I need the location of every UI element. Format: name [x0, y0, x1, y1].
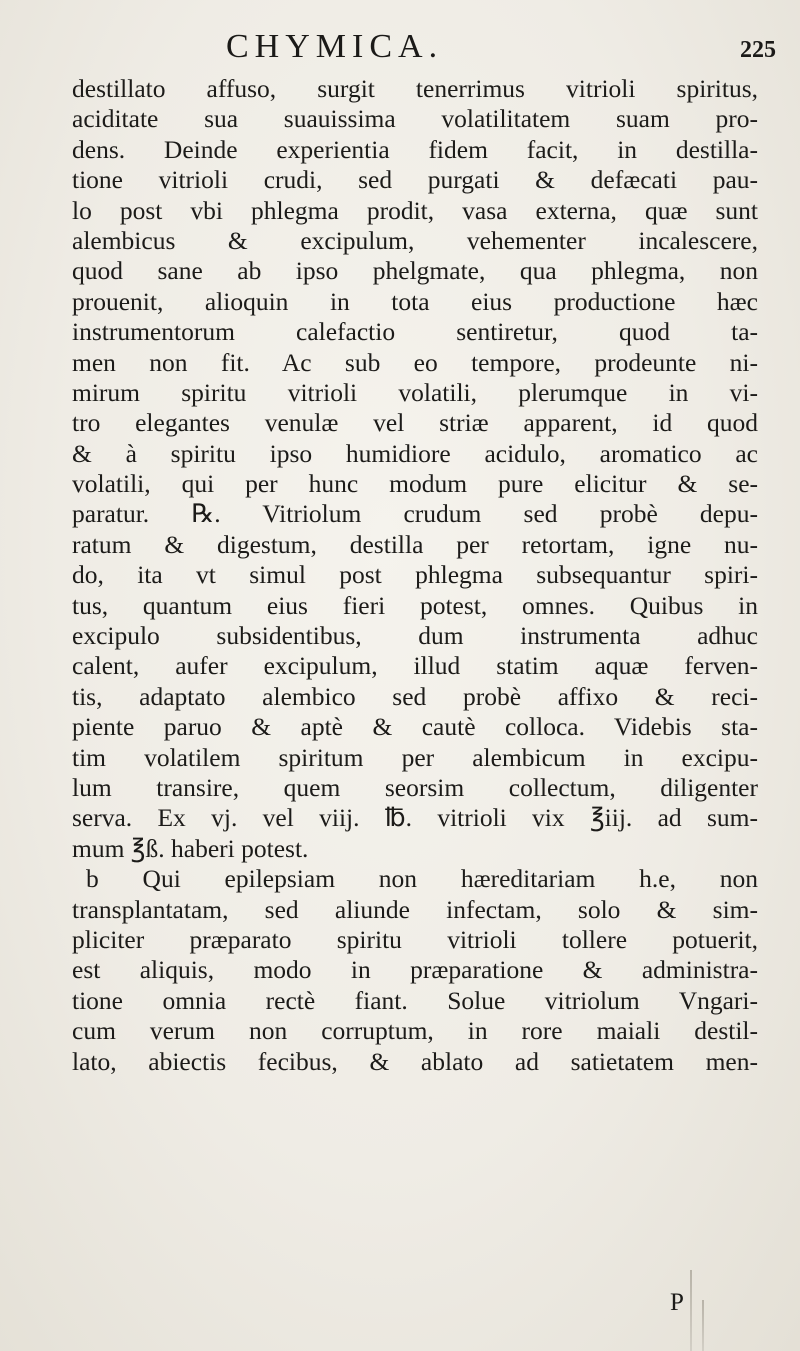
text-line: alembicus & excipulum, vehementer incalescere,: [72, 225, 758, 255]
text-line: lo post vbi phlegma prodit, vasa externa, quæ sunt: [72, 195, 758, 225]
text-line: tim volatilem spiritum per alembicum in excipu-: [72, 742, 758, 772]
body-text: [72, 74, 758, 1077]
text-line: destillato affuso, surgit tenerrimus vitrioli spiritus,: [72, 74, 758, 103]
text-line: lato, abiectis fecibus, & ablato ad satietatem men-: [72, 1046, 758, 1076]
page-edge-shadow: [690, 1270, 692, 1351]
text-line: aciditate sua suauissima volatilitatem suam pro-: [72, 104, 758, 134]
text-line: & à spiritu ipso humidiore acidulo, aromatico ac: [72, 438, 758, 468]
text-line: instrumentorum calefactio sentiretur, quod ta-: [72, 317, 758, 347]
catchword: P: [670, 1289, 684, 1316]
text-line: tione vitrioli crudi, sed purgati & defæcati pau-: [72, 165, 758, 195]
text-line: do, ita vt simul post phlegma subsequantur spiri-: [72, 560, 758, 590]
text-line: men non fit. Ac sub eo tempore, prodeunte ni-: [72, 347, 758, 377]
text-line: dens. Deinde experientia fidem facit, in destilla-: [72, 134, 758, 164]
text-line: tione omnia rectè fiant. Solue vitriolum Vngari-: [72, 985, 758, 1015]
text-line: serva. Ex vj. vel viij. ℔. vitrioli vix ℥iij. ad sum-: [72, 803, 758, 833]
text-line: transplantatam, sed aliunde infectam, solo & sim-: [72, 894, 758, 924]
text-line: lum transire, quem seorsim collectum, diligenter: [72, 772, 758, 802]
text-line: piente paruo & aptè & cautè colloca. Videbis sta-: [72, 712, 758, 742]
text-line: mum ℥ß. haberi potest.: [72, 833, 309, 863]
footnote-line: b Qui epilepsiam non hæreditariam h.e, non: [86, 864, 758, 894]
text-line: tus, quantum eius fieri potest, omnes. Quibus in: [72, 590, 758, 620]
text-line: cum verum non corruptum, in rore maiali destil-: [72, 1016, 758, 1046]
text-line: tis, adaptato alembico sed probè affixo & reci-: [72, 681, 758, 711]
page-number: 225: [740, 37, 776, 63]
page-header: [0, 26, 800, 72]
text-line: prouenit, alioquin in tota eius productione hæc: [72, 286, 758, 316]
running-head: CHYMICA.: [226, 28, 444, 65]
text-line: tro elegantes venulæ vel striæ apparent, id quod: [72, 408, 758, 438]
text-line: ratum & digestum, destilla per retortam, igne nu-: [72, 529, 758, 559]
text-line: pliciter præparato spiritu vitrioli tollere potuerit,: [72, 924, 758, 954]
text-line: est aliquis, modo in præparatione & administra-: [72, 955, 758, 985]
text-line: mirum spiritu vitrioli volatili, plerumque in vi-: [72, 377, 758, 407]
page-edge-shadow: [702, 1300, 704, 1351]
text-line: calent, aufer excipulum, illud statim aquæ ferven-: [72, 651, 758, 681]
text-line: volatili, qui per hunc modum pure elicitur & se-: [72, 469, 758, 499]
text-line: excipulo subsidentibus, dum instrumenta adhuc: [72, 621, 758, 651]
text-line: paratur. ℞. Vitriolum crudum sed probè depu-: [72, 499, 758, 529]
text-line: quod sane ab ipso phelgmate, qua phlegma, non: [72, 256, 758, 286]
